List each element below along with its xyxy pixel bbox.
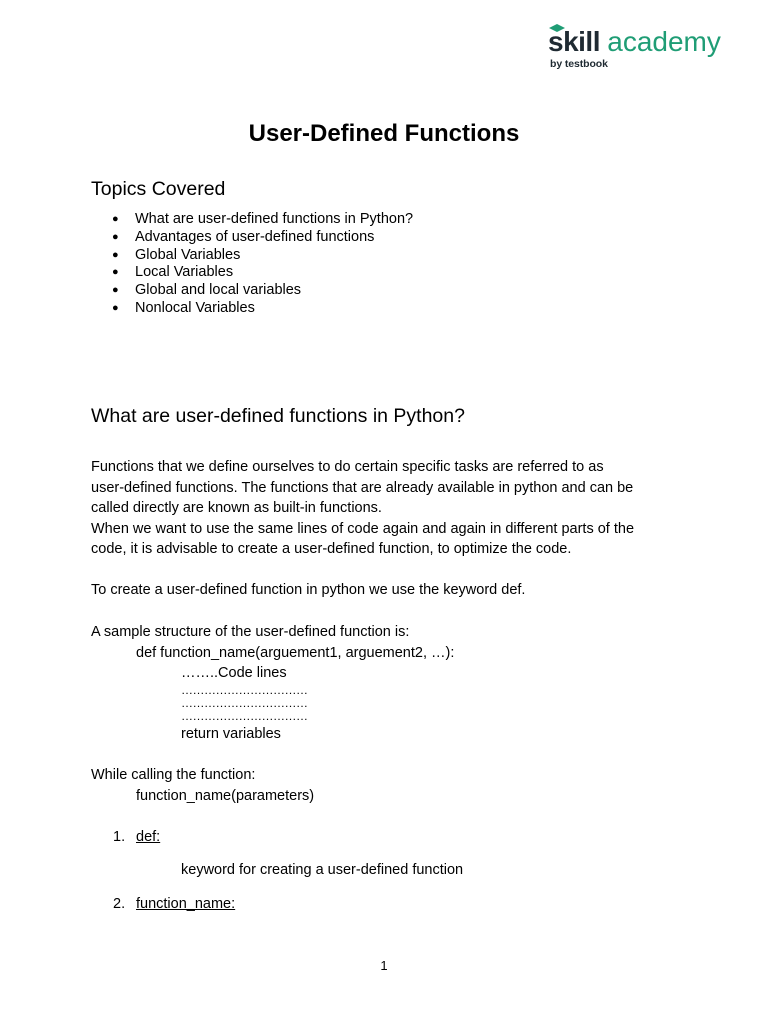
paragraph-line: called directly are known as built-in functions. xyxy=(91,500,382,517)
def-keyword-paragraph: To create a user-defined function in python we use the keyword def. xyxy=(91,582,526,598)
paragraph-line: When we want to use the same lines of code again and again in different parts of the xyxy=(91,520,635,537)
calling-intro: While calling the function: xyxy=(91,767,256,783)
paragraph-line: user-defined functions. The functions that are already available in python and can be xyxy=(91,479,634,496)
paragraph-line: Functions that we define ourselves to do certain specific tasks are referred to as xyxy=(91,459,604,475)
section-heading: What are user-defined functions in Python? xyxy=(91,405,465,427)
logo-byline: by testbook xyxy=(550,58,608,70)
intro-paragraph xyxy=(91,457,634,560)
topic-item: ● Global and local variables xyxy=(91,282,413,300)
topic-item: ● Nonlocal Variables xyxy=(91,300,413,318)
logo-wordmark xyxy=(548,26,721,58)
list-label: function_name: xyxy=(136,896,236,912)
code-lines-text: ……..Code lines xyxy=(181,665,287,681)
paragraph-line: code, it is advisable to create a user-defined function, to optimize the code. xyxy=(91,541,572,558)
structure-intro: A sample structure of the user-defined function is: xyxy=(91,624,410,640)
list-number: 2. xyxy=(113,896,126,912)
topic-item: ● Advantages of user-defined functions xyxy=(91,229,413,247)
list-number: 1. xyxy=(113,829,126,845)
page-number: 1 xyxy=(380,958,388,973)
topic-item: ● Local Variables xyxy=(91,264,413,282)
dots-line: …………………………… xyxy=(181,683,308,697)
topic-item: ● What are user-defined functions in Python? xyxy=(91,211,413,229)
logo-skill: skill xyxy=(548,26,600,57)
page-title: User-Defined Functions xyxy=(248,120,520,147)
skill-academy-logo xyxy=(548,26,738,72)
topic-item: ● Global Variables xyxy=(91,247,413,265)
dots-line: …………………………… xyxy=(181,696,308,710)
topics-list xyxy=(91,211,413,318)
def-description: keyword for creating a user-defined function xyxy=(181,862,464,878)
def-line: def function_name(arguement1, arguement2, …): xyxy=(136,645,455,661)
dots-line: …………………………… xyxy=(181,709,308,723)
return-line: return variables xyxy=(181,726,281,742)
logo-academy: academy xyxy=(607,26,721,57)
list-label: def: xyxy=(136,829,161,845)
call-line: function_name(parameters) xyxy=(136,788,315,804)
code-dots xyxy=(181,684,308,723)
topics-heading: Topics Covered xyxy=(91,178,226,200)
